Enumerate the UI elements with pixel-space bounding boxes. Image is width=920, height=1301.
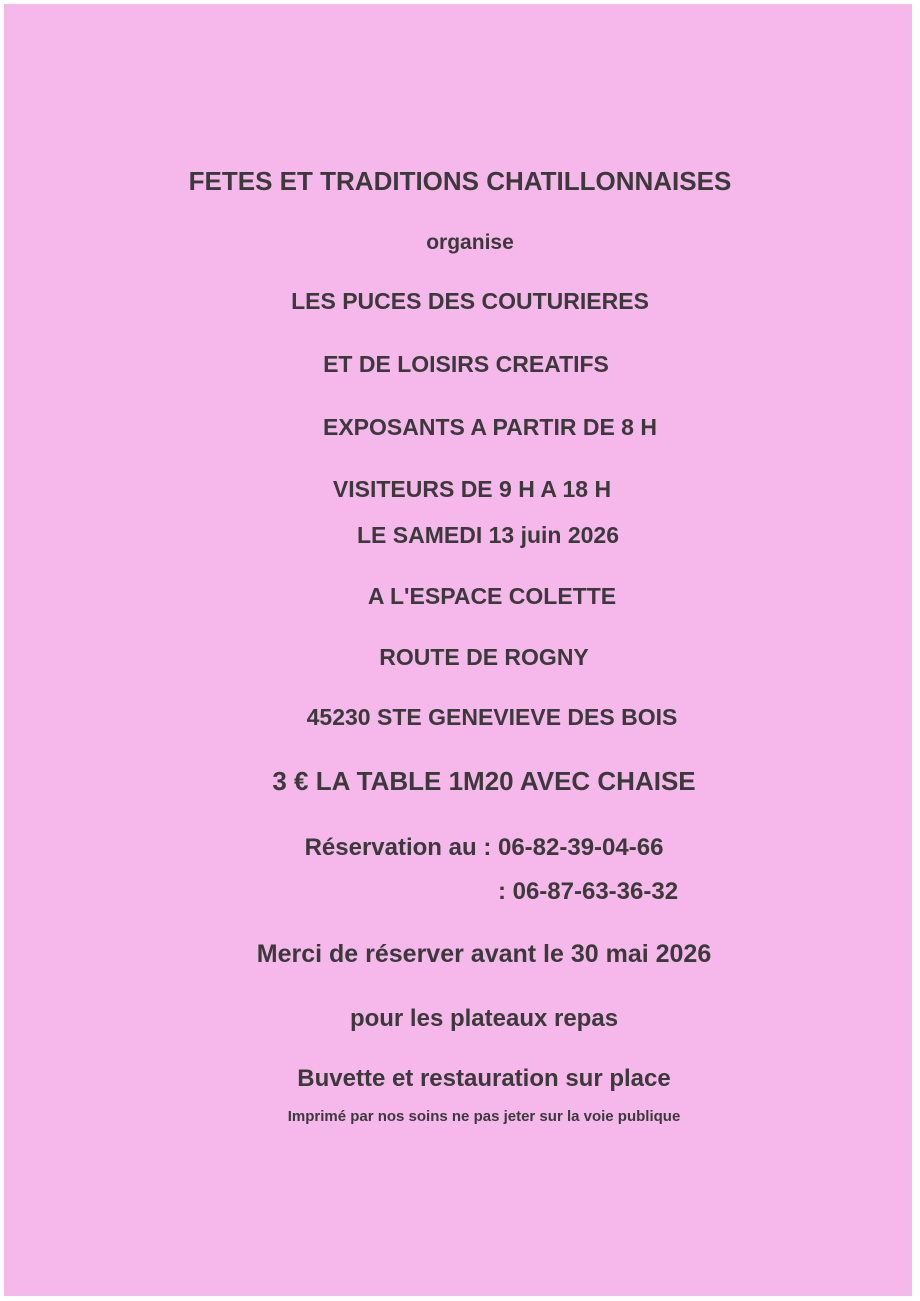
booking-deadline: Merci de réserver avant le 30 mai 2026 [256, 940, 712, 968]
printed-disclaimer: Imprimé par nos soins ne pas jeter sur la voie publique [287, 1108, 681, 1125]
visitors-hours: VISITEURS DE 9 H A 18 H [332, 476, 612, 502]
venue-city: 45230 STE GENEVIEVE DES BOIS [306, 704, 678, 730]
event-date: LE SAMEDI 13 juin 2026 [356, 522, 620, 548]
meal-trays-note: pour les plateaux repas [349, 1005, 619, 1032]
reservation-phone-2: : 06-87-63-36-32 [497, 878, 679, 905]
table-price: 3 € LA TABLE 1M20 AVEC CHAISE [272, 766, 696, 796]
refreshments-note: Buvette et restauration sur place [297, 1065, 671, 1092]
exhibitors-hours: EXPOSANTS A PARTIR DE 8 H [323, 414, 657, 440]
venue-name: A L'ESPACE COLETTE [367, 583, 617, 609]
venue-road: ROUTE DE ROGNY [379, 644, 589, 670]
organizer-title: FETES ET TRADITIONS CHATILLONNAISES [188, 166, 732, 196]
reservation-phone-1: Réservation au : 06-82-39-04-66 [304, 834, 664, 861]
organise-text: organise [426, 231, 514, 254]
event-name-line1: LES PUCES DES COUTURIERES [291, 288, 649, 314]
event-name-line2: ET DE LOISIRS CREATIFS [323, 351, 609, 377]
